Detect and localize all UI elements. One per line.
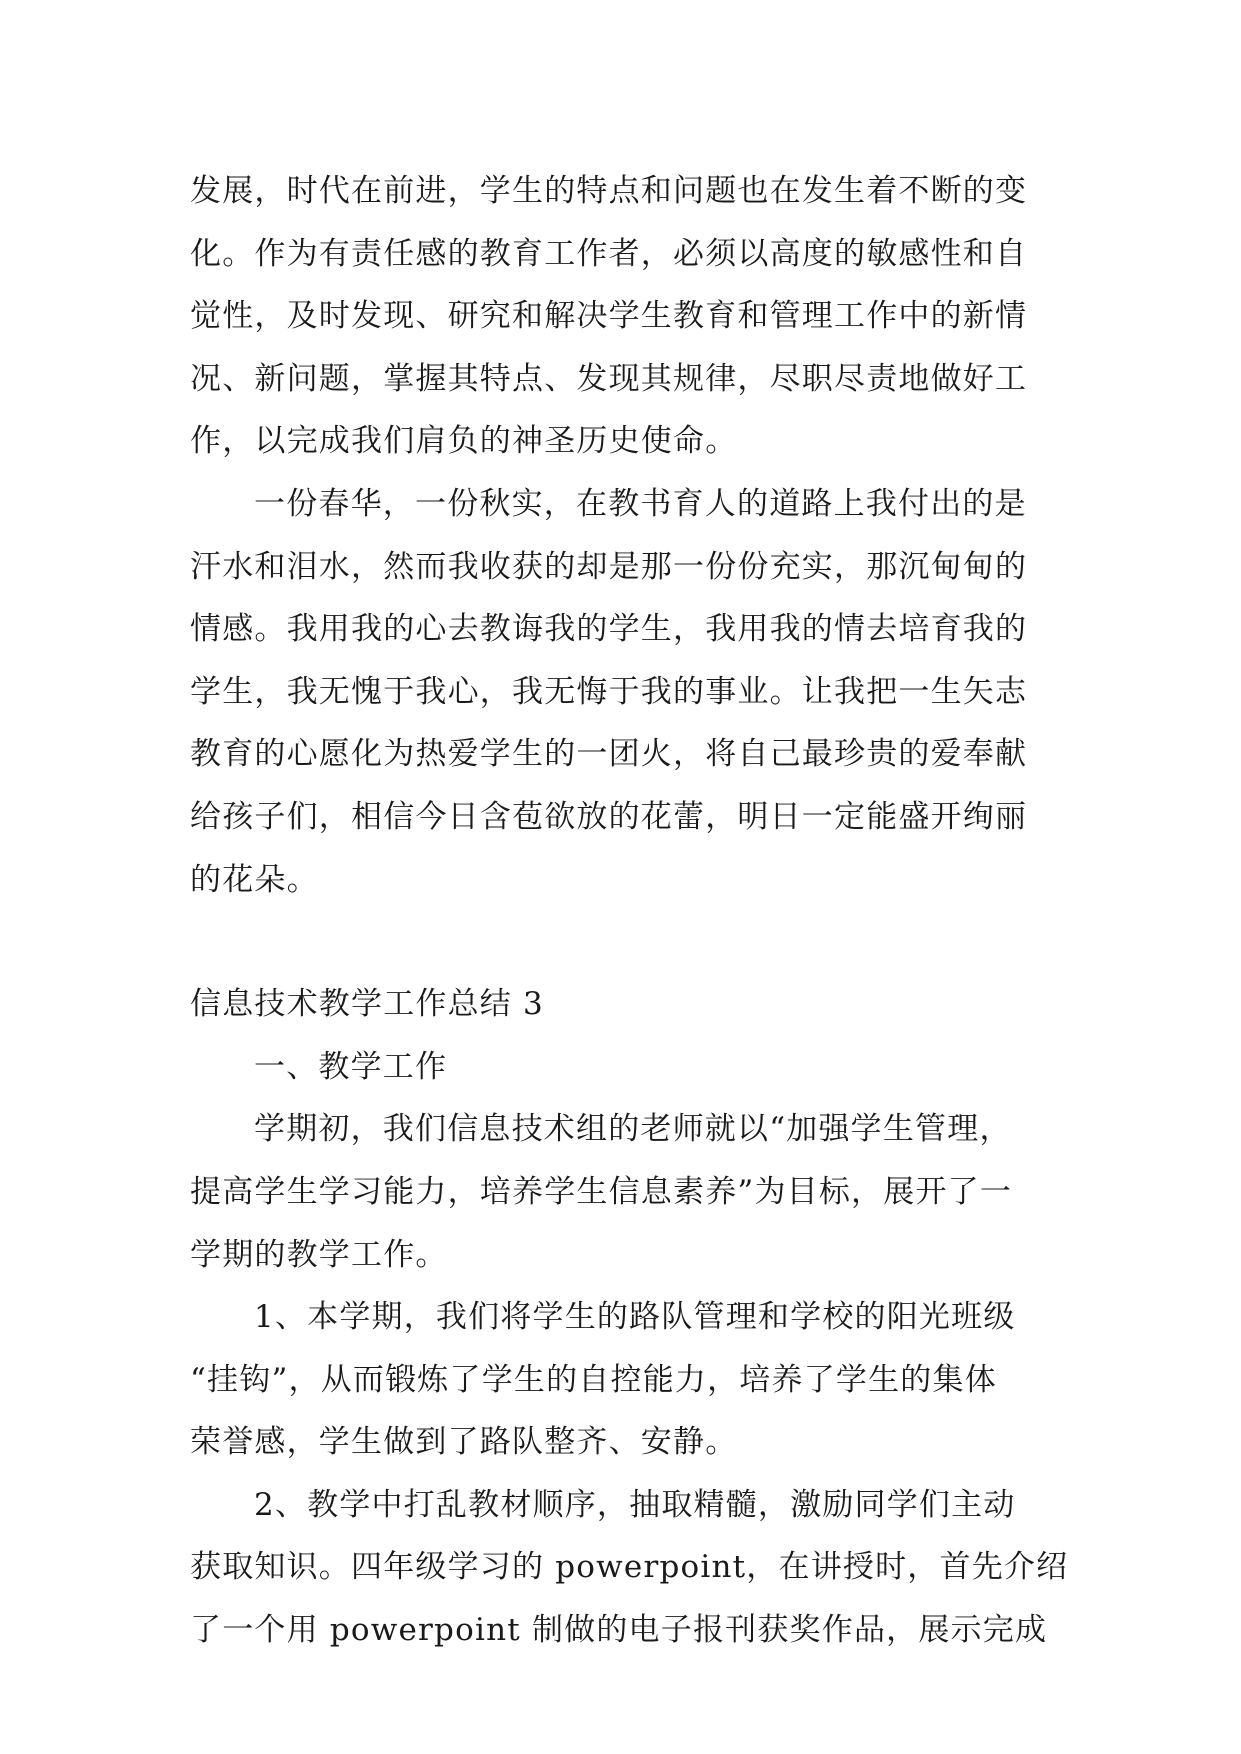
text-line: 1、本学期，我们将学生的路队管理和学校的阳光班级 bbox=[254, 1299, 1016, 1336]
text-line: 一份春华，一份秋实，在教书育人的道路上我付出的是 bbox=[254, 485, 1027, 522]
text-line: 觉性，及时发现、研究和解决学生教育和管理工作中的新情 bbox=[190, 298, 1028, 335]
text-line: 教育的心愿化为热爱学生的一团火，将自己最珍贵的爱奉献 bbox=[190, 736, 1028, 773]
text-line: 学期的教学工作。 bbox=[190, 1236, 448, 1273]
text-line: 给孩子们，相信今日含苞欲放的花蕾，明日一定能盛开绚丽 bbox=[190, 798, 1028, 835]
text-line: 获取知识。四年级学习的 powerpoint，在讲授时，首先介绍 bbox=[190, 1549, 1069, 1586]
text-line: 汗水和泪水，然而我收获的却是那一份份充实，那沉甸甸的 bbox=[190, 548, 1028, 585]
section-title: 信息技术教学工作总结 3 bbox=[190, 986, 544, 1023]
text-line: 提高学生学习能力，培养学生信息素养”为目标，展开了一 bbox=[190, 1173, 1013, 1210]
text-line: 2、教学中打乱教材顺序，抽取精髓，激励同学们主动 bbox=[254, 1486, 1016, 1523]
text-line: “挂钩”，从而锻炼了学生的自控能力，培养了学生的集体 bbox=[190, 1361, 997, 1398]
text-line: 化。作为有责任感的教育工作者，必须以高度的敏感性和自 bbox=[190, 235, 1028, 272]
paragraph-item-1 bbox=[190, 1286, 1052, 1474]
text-line: 发展，时代在前进，学生的特点和问题也在发生着不断的变 bbox=[190, 173, 1028, 209]
text-line: 荣誉感，学生做到了路队整齐、安静。 bbox=[190, 1424, 738, 1461]
paragraph-item-2 bbox=[190, 1474, 1069, 1662]
paragraph-reflection bbox=[190, 473, 1052, 911]
paragraph-intro bbox=[190, 1098, 1052, 1286]
text-line: 了一个用 powerpoint 制做的电子报刊获奖作品，展示完成 bbox=[190, 1612, 1048, 1649]
document-body bbox=[190, 160, 1069, 1662]
paragraph-continuation bbox=[190, 160, 1052, 473]
text-line: 作，以完成我们肩负的神圣历史使命。 bbox=[190, 423, 738, 460]
text-line: 学生，我无愧于我心，我无悔于我的事业。让我把一生矢志 bbox=[190, 673, 1028, 710]
text-line: 况、新问题，掌握其特点、发现其规律，尽职尽责地做好工 bbox=[190, 360, 1028, 397]
subheading: 一、教学工作 bbox=[254, 1048, 448, 1085]
section-spacer bbox=[190, 911, 1052, 973]
text-line: 学期初，我们信息技术组的老师就以“加强学生管理， bbox=[254, 1111, 1012, 1148]
text-line: 的花朵。 bbox=[190, 861, 319, 898]
text-line: 情感。我用我的心去教诲我的学生，我用我的情去培育我的 bbox=[190, 611, 1028, 648]
